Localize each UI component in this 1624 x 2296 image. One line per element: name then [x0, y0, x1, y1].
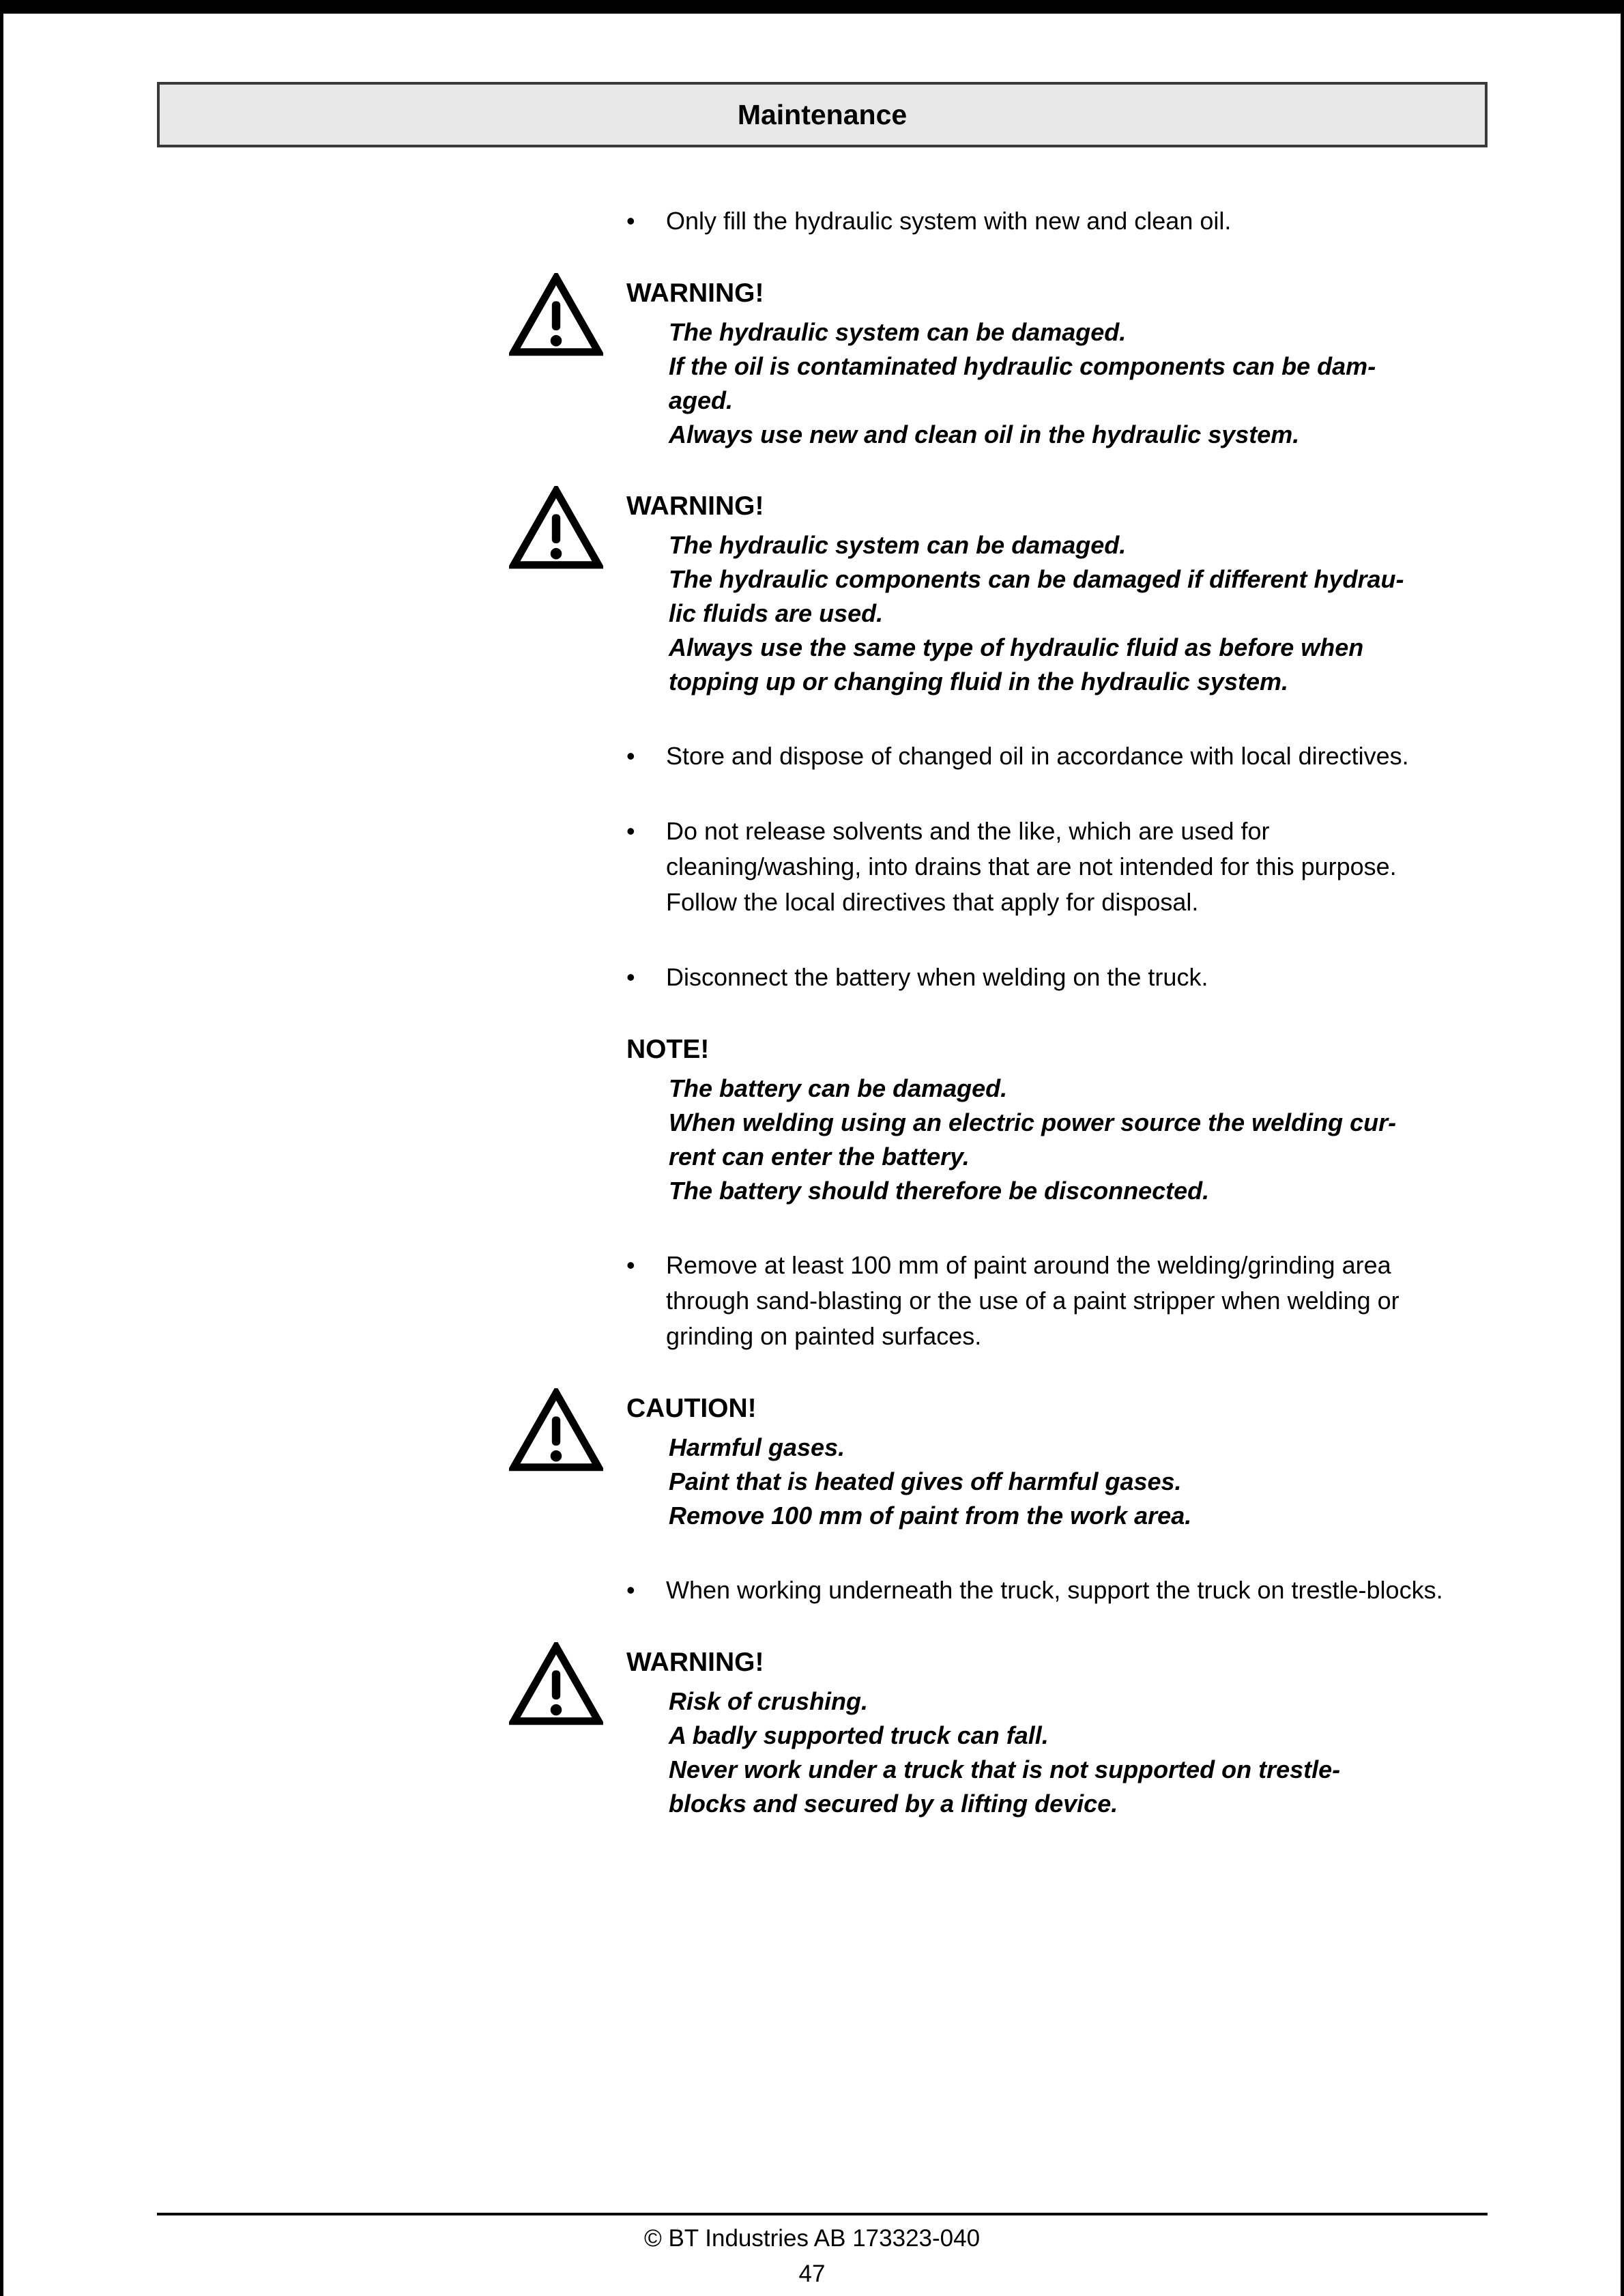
bullet-text: Remove at least 100 mm of paint around the welding/grinding area through sand-blasting or the use of a paint stripper when welding or grinding on painted surfaces. [666, 1251, 1400, 1350]
caution-line: Paint that is heated gives off harmful gases. [669, 1467, 1182, 1495]
warning-line: Always use the same type of hydraulic fluid as before when [669, 633, 1364, 661]
bullet-text: Store and dispose of changed oil in accordance with local directives. [666, 742, 1409, 770]
footer-divider [157, 2213, 1488, 2215]
warning-line: The hydraulic system can be damaged. [669, 531, 1127, 559]
note-line: rent can enter the battery. [669, 1143, 970, 1171]
bullet-item [626, 1573, 1507, 1608]
warning-lines [669, 1684, 1507, 1821]
page-number: 47 [798, 2261, 826, 2287]
bullet-marker: • [626, 1251, 635, 1279]
bullet-text: Disconnect the battery when welding on the truck. [666, 963, 1208, 991]
bullet-marker: • [626, 742, 635, 770]
bullet-marker: • [626, 817, 635, 845]
warning-block [626, 491, 1507, 699]
page-content [626, 203, 1507, 1861]
warning-triangle-icon [509, 273, 603, 358]
warning-line: blocks and secured by a lifting device. [669, 1790, 1118, 1818]
page-header [157, 82, 1488, 147]
warning-lines [669, 315, 1507, 452]
note-title: NOTE! [626, 1035, 710, 1064]
bullet-marker: • [626, 963, 635, 991]
warning-triangle-icon [509, 1388, 603, 1473]
bullet-text: Only fill the hydraulic system with new and clean oil. [666, 207, 1232, 235]
warning-line: A badly supported truck can fall. [669, 1721, 1049, 1749]
note-line: When welding using an electric power source the welding cur- [669, 1108, 1397, 1136]
bullet-item [626, 1248, 1507, 1354]
caution-line: Harmful gases. [669, 1433, 845, 1461]
bullet-item [626, 814, 1507, 920]
note-lines [669, 1072, 1507, 1208]
warning-title: WARNING! [626, 1648, 764, 1677]
warning-block [626, 278, 1507, 452]
bullet-marker: • [626, 207, 635, 235]
warning-lines [669, 528, 1507, 699]
bullet-item [626, 960, 1507, 995]
warning-line: Risk of crushing. [669, 1687, 869, 1715]
caution-title: CAUTION! [626, 1394, 757, 1423]
note-block [626, 1035, 1507, 1208]
caution-lines [669, 1431, 1507, 1533]
page-header-title: Maintenance [737, 98, 908, 130]
warning-title: WARNING! [626, 491, 764, 521]
warning-line: lic fluids are used. [669, 599, 884, 627]
bullet-marker: • [626, 1576, 635, 1604]
warning-line: Never work under a truck that is not supported on trestle- [669, 1755, 1341, 1783]
warning-line: The hydraulic system can be damaged. [669, 318, 1127, 346]
warning-block [626, 1648, 1507, 1821]
note-line: The battery should therefore be disconnected. [669, 1177, 1210, 1205]
warning-triangle-icon [509, 486, 603, 571]
note-line: The battery can be damaged. [669, 1074, 1008, 1102]
bullet-item [626, 203, 1507, 239]
caution-line: Remove 100 mm of paint from the work area. [669, 1502, 1192, 1530]
warning-line: If the oil is contaminated hydraulic components can be dam- [669, 352, 1376, 380]
warning-line: Always use new and clean oil in the hydraulic system. [669, 420, 1300, 448]
caution-block [626, 1394, 1507, 1533]
warning-line: The hydraulic components can be damaged if different hydrau- [669, 565, 1404, 593]
warning-line: topping up or changing fluid in the hydraulic system. [669, 668, 1289, 695]
warning-triangle-icon [509, 1642, 603, 1727]
footer-copyright: © BT Industries AB 173323-040 [643, 2225, 981, 2252]
warning-title: WARNING! [626, 278, 764, 308]
warning-line: aged. [669, 386, 734, 414]
bullet-item [626, 738, 1507, 774]
bullet-text: Do not release solvents and the like, which are used for cleaning/washing, into drains that are not intended for this purpose. Follow the local directives that apply for disposal. [666, 817, 1397, 916]
bullet-text: When working underneath the truck, support the truck on trestle-blocks. [666, 1576, 1443, 1604]
